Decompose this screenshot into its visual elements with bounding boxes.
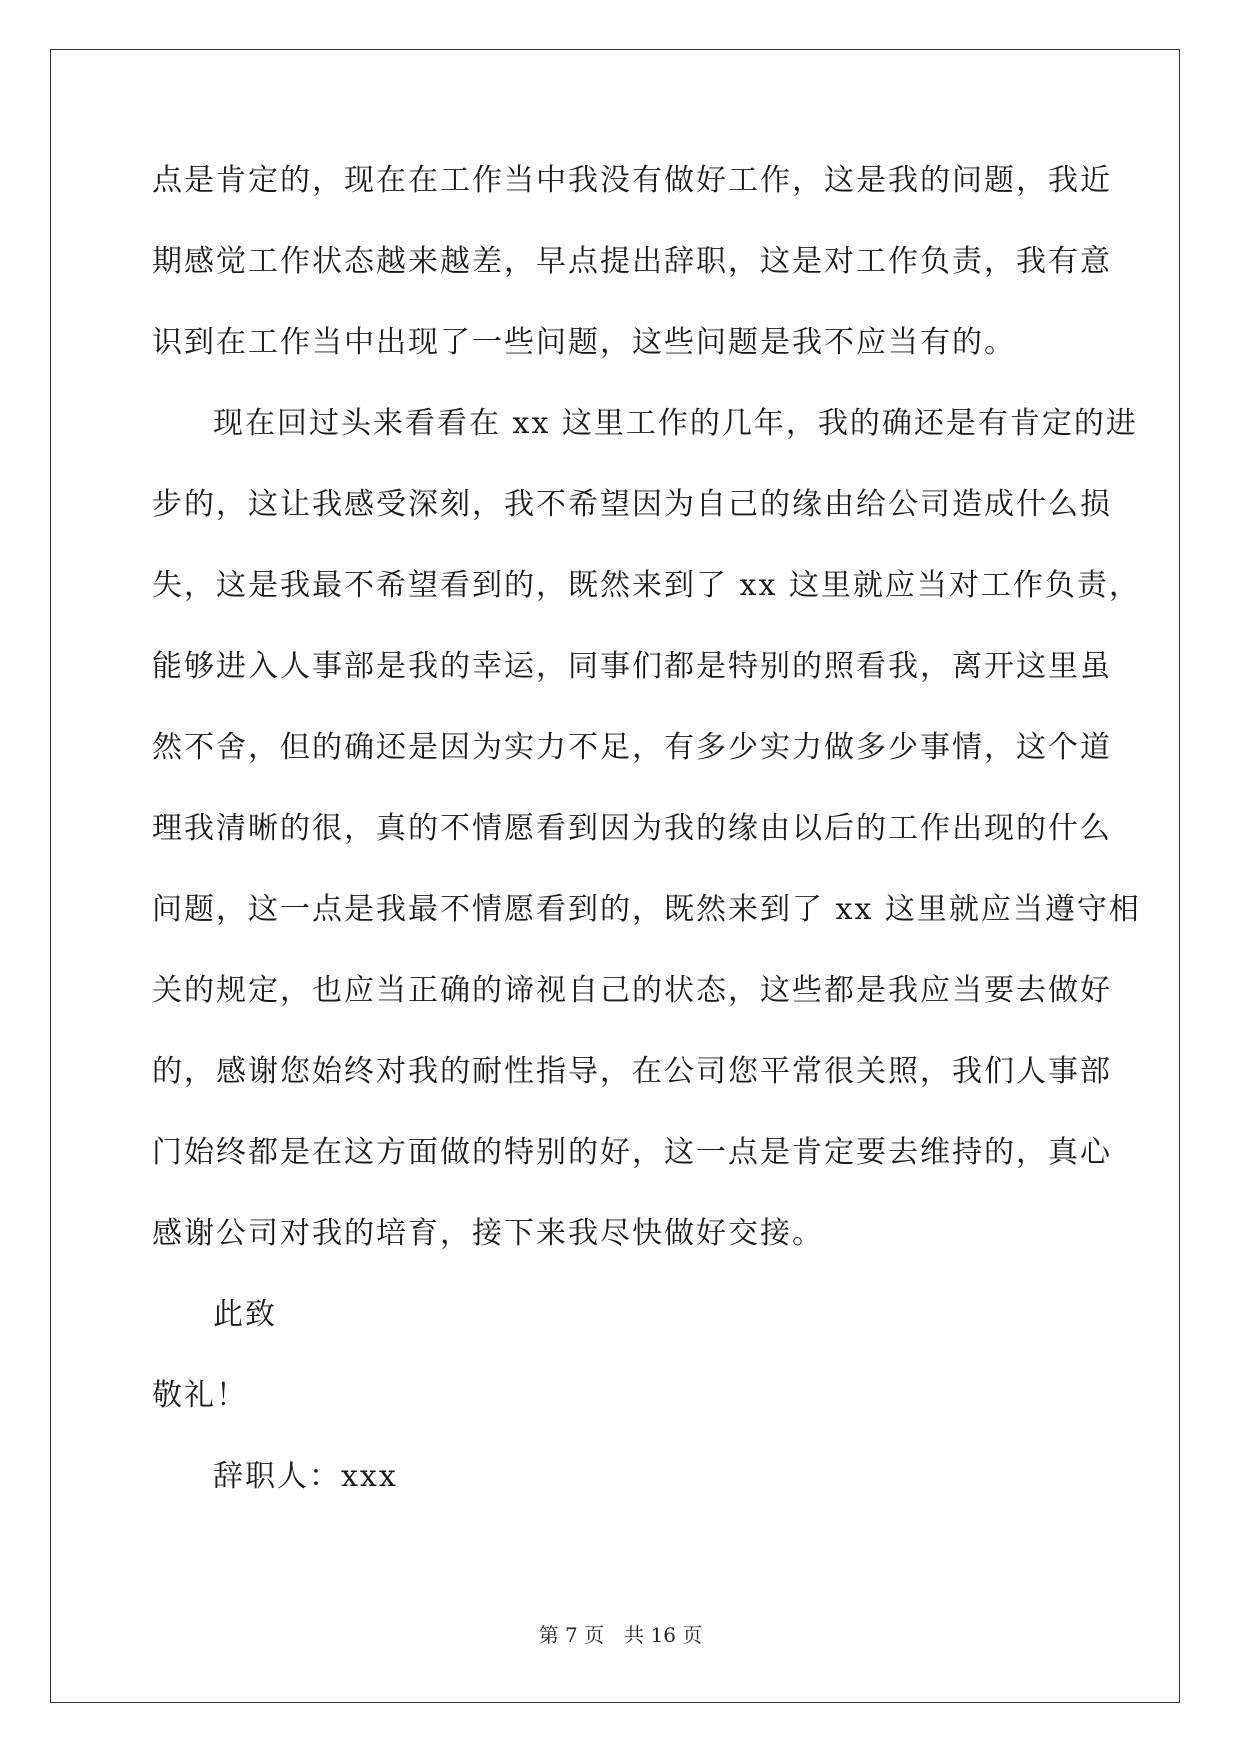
text-line: 的，感谢您始终对我的耐性指导，在公司您平常很关照，我们人事部	[152, 1054, 1112, 1089]
text-line: 问题，这一点是我最不情愿看到的，既然来到了 xx 这里就应当遵守相	[152, 892, 1141, 927]
closing-regards: 敬礼！	[152, 1378, 248, 1413]
text-line: 点是肯定的，现在在工作当中我没有做好工作，这是我的问题，我近	[152, 163, 1112, 198]
page-total: 共 16 页	[624, 1623, 703, 1647]
letter-body	[152, 160, 1141, 1537]
text-line: 期感觉工作状态越来越差，早点提出辞职，这是对工作负责，我有意	[152, 244, 1112, 279]
text-line: 能够进入人事部是我的幸运，同事们都是特别的照看我，离开这里虽	[152, 649, 1112, 684]
page-footer	[0, 1619, 1241, 1648]
closing-salutation: 此致	[213, 1297, 277, 1332]
text-line: 现在回过头来看看在 xx 这里工作的几年，我的确还是有肯定的进	[213, 406, 1138, 441]
page-number: 第 7 页	[538, 1623, 605, 1647]
text-line: 步的，这让我感受深刻，我不希望因为自己的缘由给公司造成什么损	[152, 487, 1112, 522]
text-line: 感谢公司对我的培育，接下来我尽快做好交接。	[152, 1216, 824, 1251]
text-line: 门始终都是在这方面做的特别的好，这一点是肯定要去维持的，真心	[152, 1135, 1112, 1170]
text-line: 识到在工作当中出现了一些问题，这些问题是我不应当有的。	[152, 325, 1016, 360]
text-line: 理我清晰的很，真的不情愿看到因为我的缘由以后的工作出现的什么	[152, 811, 1112, 846]
text-line: 然不舍，但的确还是因为实力不足，有多少实力做多少事情，这个道	[152, 730, 1112, 765]
text-line: 关的规定，也应当正确的谛视自己的状态，这些都是我应当要去做好	[152, 973, 1112, 1008]
signature-line: 辞职人：xxx	[213, 1459, 398, 1494]
text-line: 失，这是我最不希望看到的，既然来到了 xx 这里就应当对工作负责，	[152, 568, 1141, 603]
